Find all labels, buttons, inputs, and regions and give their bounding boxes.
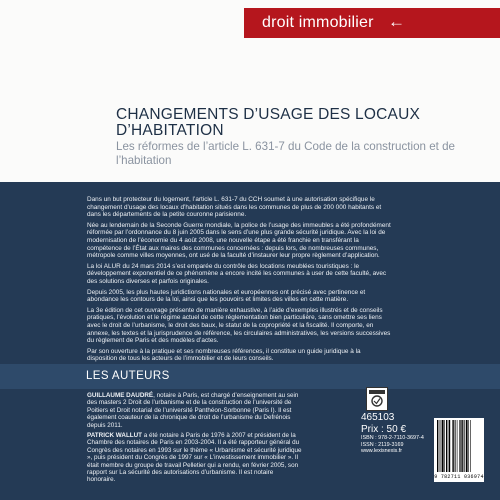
barcode-bar xyxy=(466,420,468,472)
authors-heading: LES AUTEURS xyxy=(86,370,170,382)
authors-heading-band xyxy=(0,364,500,389)
barcode-bar xyxy=(457,420,458,472)
barcode-digits: 9 782711 036974 xyxy=(434,474,484,480)
product-info xyxy=(361,412,433,455)
description-text xyxy=(87,196,391,366)
barcode-bar xyxy=(437,420,438,472)
barcode-bar xyxy=(453,420,454,472)
author-name: PATRICK WALLUT xyxy=(87,432,143,440)
barcode-bar xyxy=(462,420,463,472)
certification-logo-icon xyxy=(366,387,388,411)
barcode-bar xyxy=(470,420,471,472)
barcode-bar xyxy=(455,420,456,472)
price-label: Prix : 50 € xyxy=(361,424,407,435)
barcode-bar xyxy=(459,420,460,472)
product-code: 465103 xyxy=(361,412,395,423)
barcode-bar xyxy=(444,420,445,472)
issn-label: ISSN : 2119-3169 xyxy=(361,441,404,448)
authors-section xyxy=(87,392,303,487)
barcode-bar xyxy=(468,420,469,472)
barcode-bar xyxy=(442,420,444,472)
blurb-paragraph: Née au lendemain de la Seconde Guerre mondiale, la police de l’usage des immeubles a été profondément réformée par l’ordonnance du 8 juin 2005 dans le sens d’une plus grande sécurité juridique. Avec la loi de modernisation de l’économie du 4 août 2008, une nouvelle étape a été franchie en transférant la compétence de l’État aux maires des communes concernées : depuis lors, de nombreuses communes, métropole comme villes moyennes, ont usé de la faculté d’instaurer leur propre règlement d’application. xyxy=(87,221,391,260)
left-arrow-icon: ← xyxy=(388,12,406,31)
author-bio-text: a été notaire à Paris de 1976 à 2007 et président de la Chambre des notaires de Paris en 2003-2004. Il a été rapporteur général du Congrès des notaires en 1993 sur le thème « Urbanisme et sécurité juridique », puis président du Congrès de 1997 sur « L’investissement immobilier ». Il était membre du groupe de travail Pelletier qui a rendu, en février 2005, son rapport sur La sécurité des autorisations d’urbanisme. Il est notaire honoraire. xyxy=(87,432,302,484)
barcode-bars xyxy=(437,420,481,472)
barcode-bar xyxy=(448,420,449,472)
barcode-bar xyxy=(441,420,442,472)
barcode-bar xyxy=(464,420,465,472)
series-label: droit immobilier xyxy=(262,14,374,31)
isbn-barcode xyxy=(434,418,484,482)
book-subtitle: Les réformes de l’article L. 631-7 du Code de la construction et de l’habitation xyxy=(116,140,455,167)
author-bio xyxy=(87,392,303,429)
barcode-bar xyxy=(449,420,450,472)
author-bio xyxy=(87,432,303,484)
isbn-label: ISBN : 978-2-7110-3697-4 xyxy=(361,435,424,441)
series-banner xyxy=(244,8,500,38)
blurb-paragraph: Dans un but protecteur du logement, l’article L. 631-7 du CCH soumet à une autorisation spécifique le changement d’usage des locaux d’habitation situés dans les communes de plus de 200 000 habitants et dans les départements de la petite couronne parisienne. xyxy=(87,196,382,219)
blurb-paragraph: Par son ouverture à la pratique et ses nombreuses références, il constitue un guide juridique à la disposition de tous les acteurs de l’immobilier et de leurs conseils. xyxy=(87,347,361,363)
barcode-bar xyxy=(439,420,440,472)
top-panel xyxy=(0,0,500,182)
blurb-paragraph: Depuis 2005, les plus hautes juridictions nationales et européennes ont précisé avec pertinence et abondance les contours de la loi, ainsi que les pouvoirs et limites des villes en cette matière. xyxy=(87,288,366,304)
barcode-bar xyxy=(452,420,453,472)
blurb-paragraph: La loi ALUR du 24 mars 2014 s’est emparée du contrôle des locations meublées touristiques : le développement exponentiel de ce phénomène a encore incité les communes à user de cette faculté, avec des solutions diverses et parfois originales. xyxy=(87,262,387,285)
book-title: CHANGEMENTS D’USAGE DES LOCAUX D’HABITATION xyxy=(116,106,420,139)
blurb-paragraph: La 3e édition de cet ouvrage présente de manière exhaustive, à l’aide d’exemples illustrés et de conseils pratiques, l’évolution et le régime actuel de cette réglementation bien particulière, sans omettre ses liens avec le droit de l’urbanisme, le droit des baux, le statut de la copropriété et la fiscalité. Il comporte, en annexe, les textes et la jurisprudence de référence, les circulaires administratives, les versions successives du règlement de Paris et des modèles d’actes. xyxy=(87,306,391,345)
author-name: GUILLAUME DAUDRÉ xyxy=(87,392,154,399)
website-label: www.lexisnexis.fr xyxy=(361,448,403,455)
barcode-bar xyxy=(446,420,447,472)
barcode-bar xyxy=(460,420,461,472)
author-bio-text: , notaire à Paris, est chargé d’enseignement au sein des masters 2 Droit de l’urbanisme et de la construction de l’université de Poitiers et Droit notarial de l’université Panthéon-Sorbonne (Paris I). Il est également coauteur de la chronique de droit de l’urbanisme du Defrénois depuis 2011. xyxy=(87,392,299,429)
